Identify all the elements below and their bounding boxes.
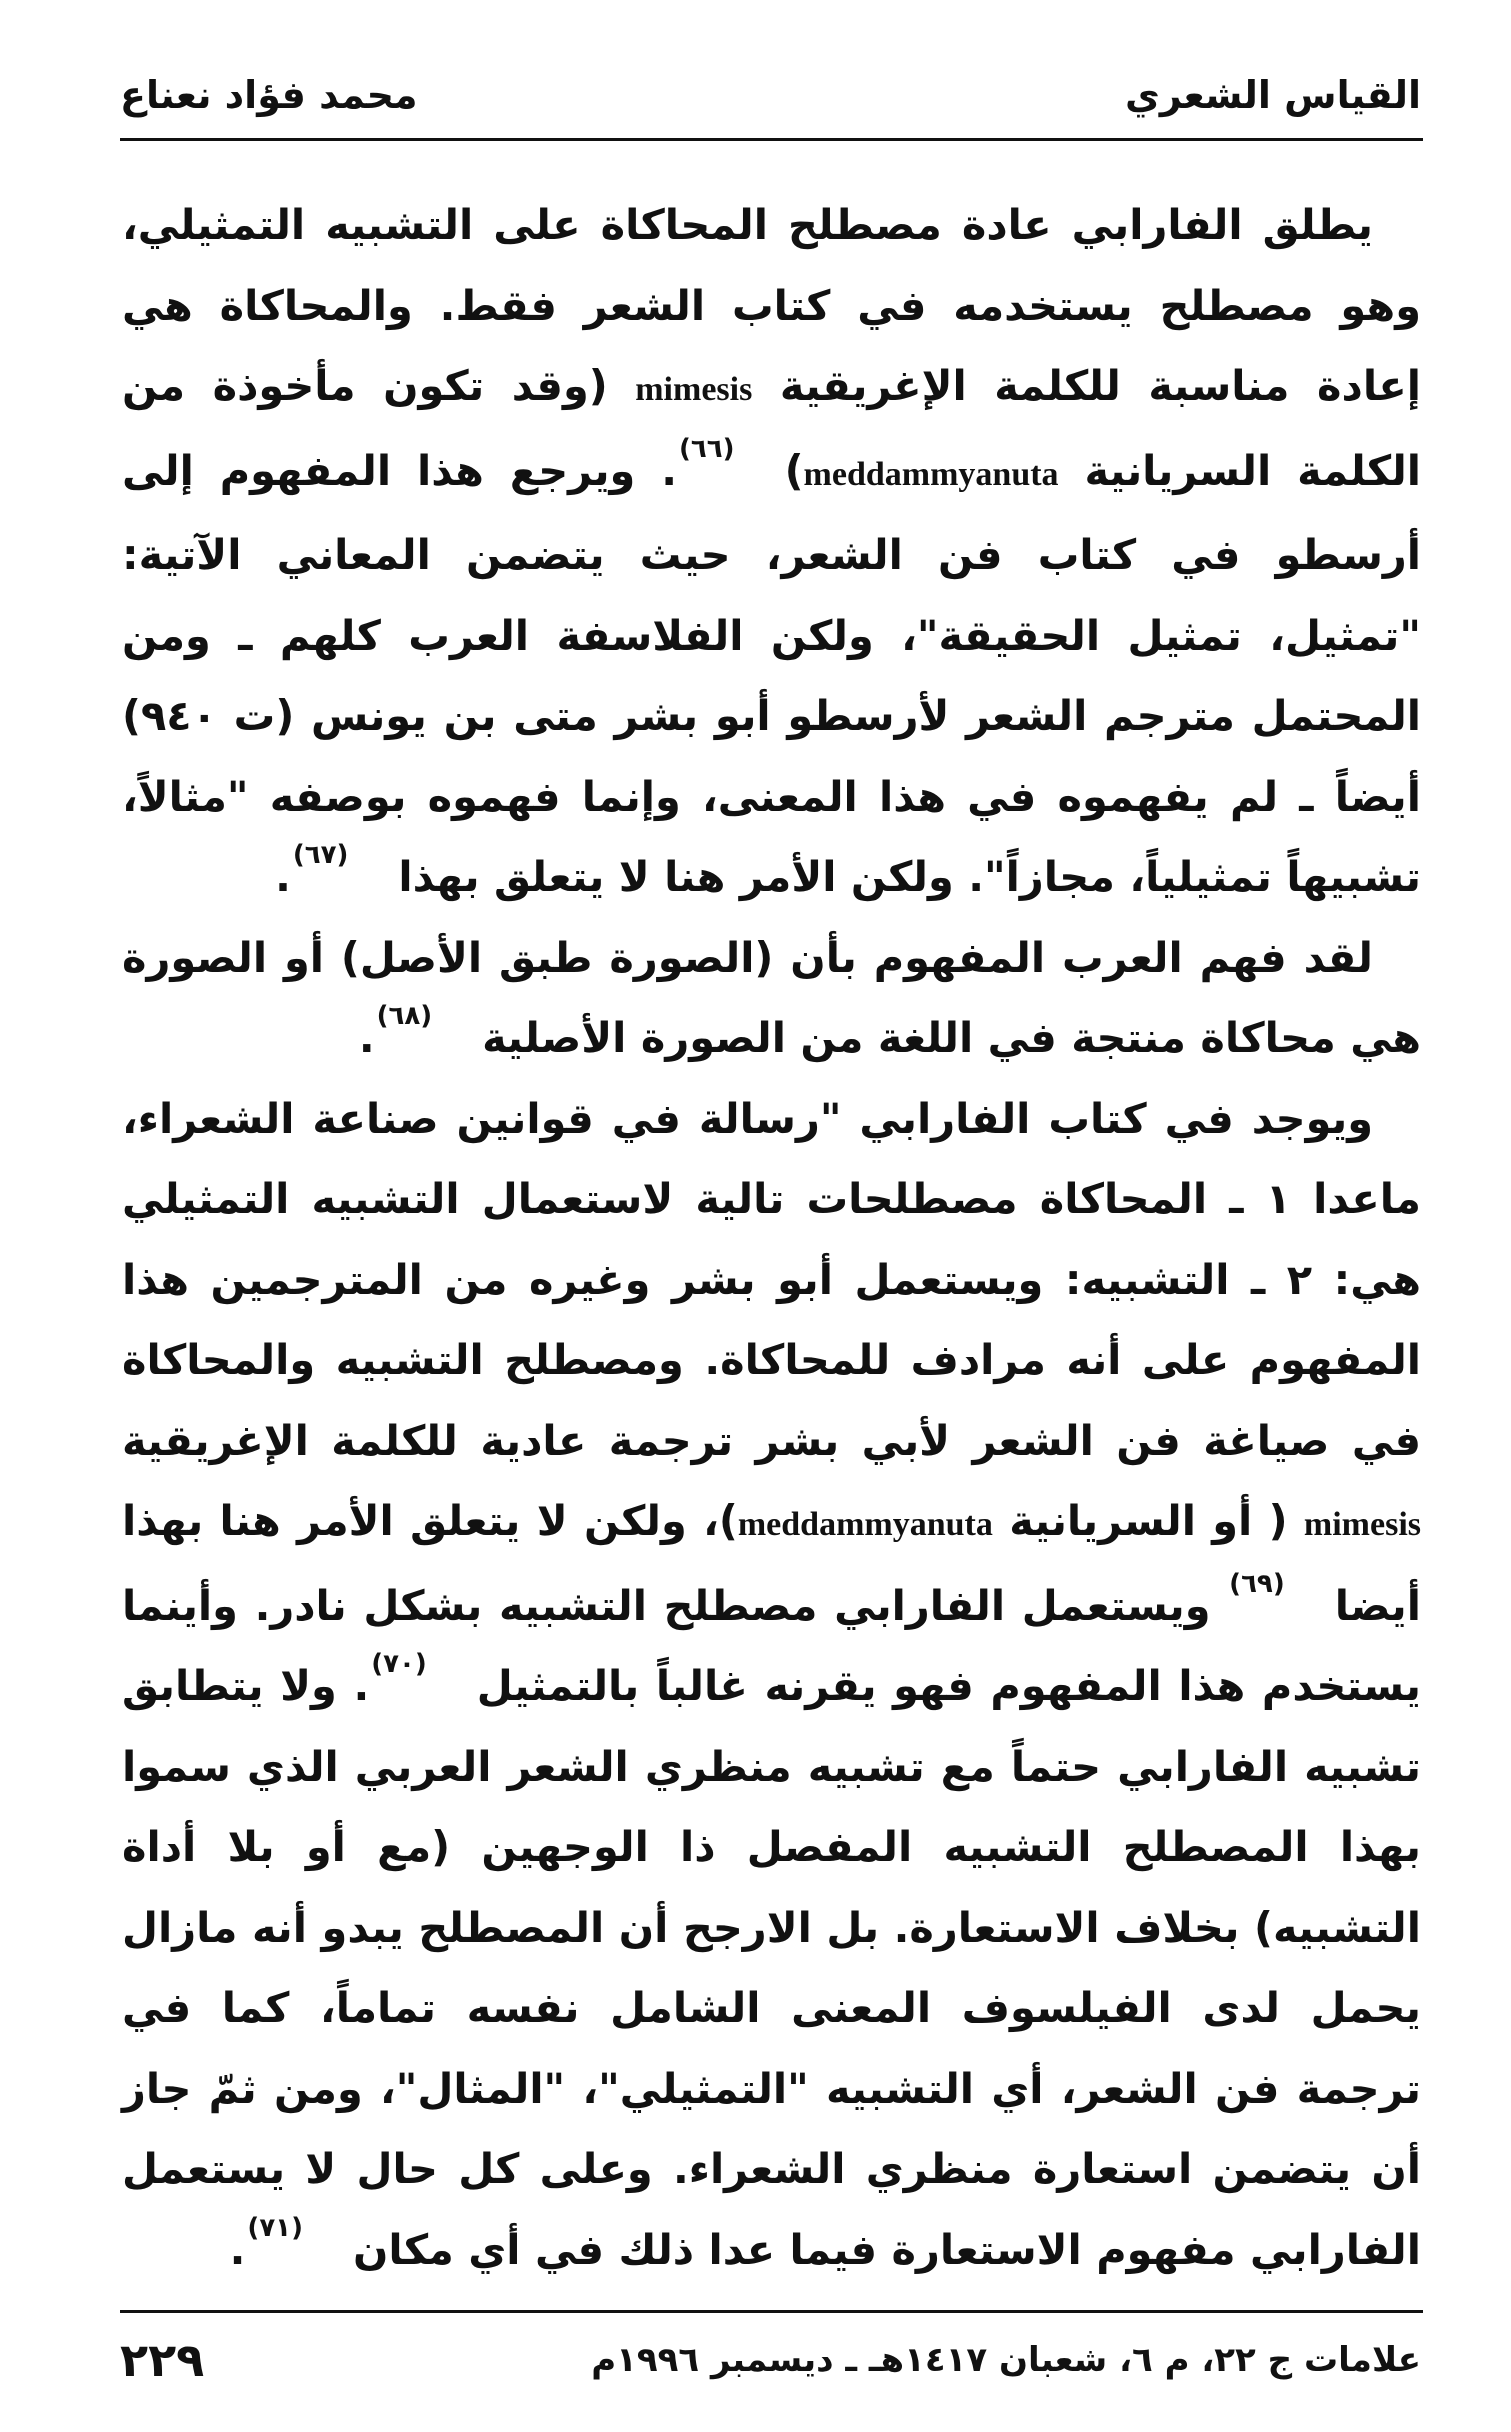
footnote-marker: (٦٩) <box>1229 1568 1285 1599</box>
text-run: (وقد تكون مأخوذة من الكلمة السريانية <box>122 361 1421 495</box>
text-run: ) <box>784 445 804 495</box>
footnote-marker: (٧١) <box>247 2212 303 2243</box>
footnote-marker: (٦٦) <box>679 433 735 464</box>
footnote-marker: (٦٧) <box>292 840 349 870</box>
paragraph-3 <box>122 1079 1421 2291</box>
running-footer <box>120 2325 1421 2395</box>
journal-citation: علامات ج ٢٢، م ٦، شعبان ١٤١٧هـ ـ ديسمبر ١٩٩٦م <box>591 2340 1421 2380</box>
running-header <box>120 60 1421 130</box>
text-run: لقد فهم العرب المفهوم بأن (الصورة طبق الأصل) أو الصورة هي محاكاة منتجة في اللغة من الصورة الأصلية <box>122 932 1421 1062</box>
footnote-marker: (٧٠) <box>371 1649 427 1679</box>
footer-divider <box>120 2310 1423 2313</box>
body-text <box>122 185 1421 2290</box>
text-run: . ولا يتطابق تشبيه الفارابي حتماً مع تشبيه منظري الشعر العربي الذي سموا بهذا المصطلح التشبيه المفصل ذا الوجهين (مع أو بلا أداة التشبيه) بخلاف الاستعارة. بل الارجح أن المصطلح يبدو أنه مازال يحمل لدى الفيلسوف المعنى الشامل نفسه تماماً، كما في ترجمة فن الشعر، أي التشبيه "التمثيلي"، "المثال"، ومن ثمّ جاز أن يتضمن استعارة منظري الشعراء. وعلى كل حال لا يستعمل الفارابي مفهوم الاستعارة فيما عدا ذلك في أي مكان <box>122 1661 1421 2274</box>
text-run: ( أو السريانية <box>992 1496 1304 1545</box>
latin-term: meddammyanuta <box>737 1506 993 1543</box>
text-run: . ويرجع هذا المفهوم إلى أرسطو في كتاب فن الشعر، حيث يتضمن المعاني الآتية: "تمثيل، تمثيل الحقيقة"، ولكن الفلاسفة العرب كلهم ـ ومن المحتمل مترجم الشعر لأرسطو أبو بشر متى بن يونس (ت ٩٤٠) أيضاً ـ لم يفهموه في هذا المعنى، وإنما فهموه بوصفه "مثالاً، تشبيهاً تمثيلياً، مجازاً". ولكن الأمر هنا لا يتعلق بهذا <box>122 445 1421 901</box>
footnote-marker: (٦٨) <box>376 1001 433 1031</box>
text-run: )، ولكن لا يتعلق الأمر هنا بهذا أيضا <box>122 1496 1421 1630</box>
text-run: ويستعمل الفارابي مصطلح التشبيه بشكل نادر. وأينما يستخدم هذا المفهوم فهو يقرنه غالباً بالتمثيل <box>122 1580 1421 1710</box>
text-run: . <box>358 1013 375 1062</box>
text-run: يطلق الفارابي عادة مصطلح المحاكاة على التشبيه التمثيلي، وهو مصطلح يستخدمه في كتاب الشعر فقط. والمحاكاة هي إعادة مناسبة للكلمة الإغريقية <box>122 200 1421 410</box>
latin-term: mimesis <box>1303 1506 1421 1543</box>
paragraph-2 <box>122 918 1421 1079</box>
text-run: . <box>275 852 291 901</box>
latin-term: meddammyanuta <box>803 455 1059 493</box>
book-title: القياس الشعري <box>1125 73 1421 117</box>
author-name: محمد فؤاد نعناع <box>120 73 418 117</box>
page-number: ٢٢٩ <box>120 2333 205 2387</box>
text-run: . <box>229 2224 246 2274</box>
text-run: ويوجد في كتاب الفارابي "رسالة في قوانين صناعة الشعراء، ماعدا ١ ـ المحاكاة مصطلحات تالية لاستعمال التشبيه التمثيلي هي: ٢ ـ التشبيه: ويستعمل أبو بشر وغيره من المترجمين هذا المفهوم على أنه مرادف للمحاكاة. ومصطلح التشبيه والمحاكاة في صياغة فن الشعر لأبي بشر ترجمة عادية للكلمة الإغريقية <box>122 1093 1421 1465</box>
header-divider <box>120 138 1423 141</box>
paragraph-1 <box>122 185 1421 918</box>
latin-term: mimesis <box>635 371 753 408</box>
